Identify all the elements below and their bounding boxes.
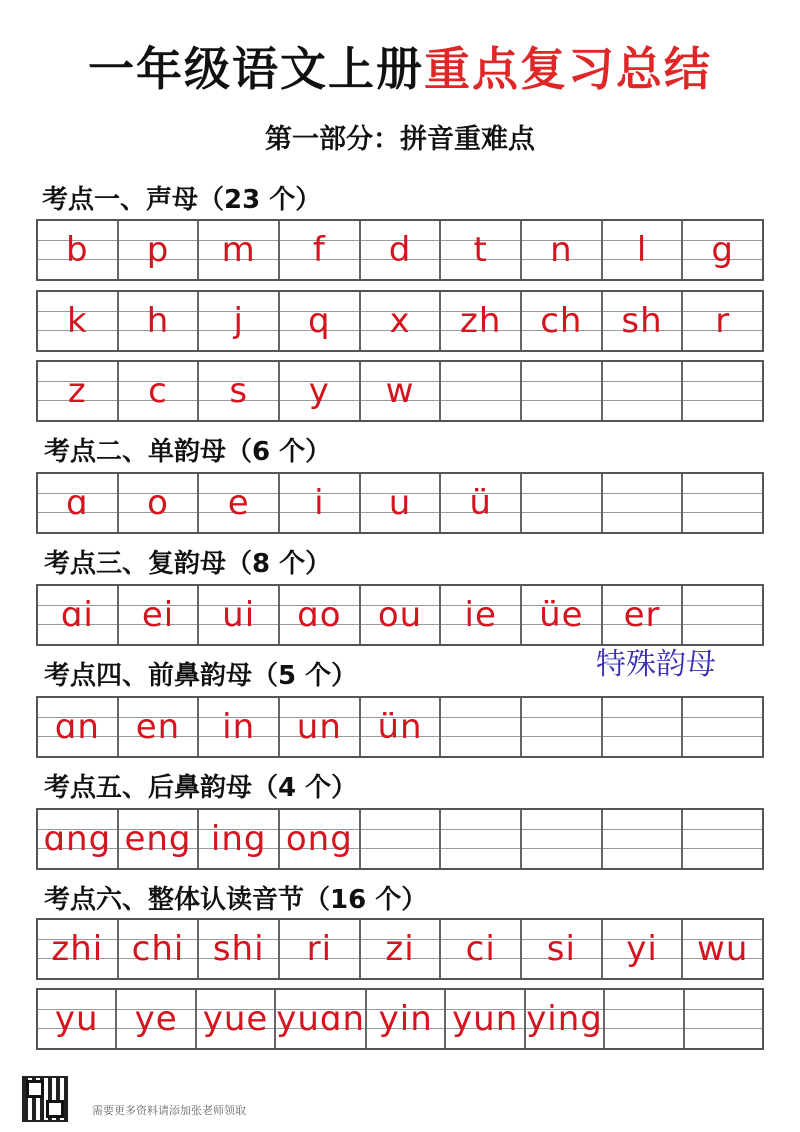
title-red-part: 重点复习总结: [424, 42, 712, 96]
grid-cell: [683, 474, 762, 532]
grid-cell: sh: [603, 292, 684, 350]
grid-cell: ci: [441, 920, 522, 978]
grid-cell: l: [603, 221, 684, 279]
grid-cell: ri: [280, 920, 361, 978]
grid-cell: s: [199, 362, 280, 420]
grid-cell: [683, 586, 762, 644]
grid-cell: c: [119, 362, 200, 420]
grid-cell: [605, 990, 684, 1048]
grid-cell: ing: [199, 810, 280, 868]
page-subtitle: 第一部分：拼音重难点: [265, 124, 535, 155]
grid-cell: [603, 362, 684, 420]
grid-cell: ɑo: [280, 586, 361, 644]
grid-cell: z: [38, 362, 119, 420]
grid-cell: h: [119, 292, 200, 350]
grid-cell: ui: [199, 586, 280, 644]
grid-cell: ch: [522, 292, 603, 350]
grid-cell: zh: [441, 292, 522, 350]
section-heading-back-nasal-finals: 考点五、后鼻韵母（4 个）: [44, 773, 358, 803]
grid-cell: si: [522, 920, 603, 978]
grid-cell: j: [199, 292, 280, 350]
grid-cell: t: [441, 221, 522, 279]
grid-cell: [683, 362, 762, 420]
grid-cell: ɑn: [38, 698, 119, 756]
writing-grid-row: [36, 472, 764, 534]
page-title: [0, 34, 800, 104]
grid-cell: üe: [522, 586, 603, 644]
grid-cell: yin: [367, 990, 446, 1048]
grid-cell: o: [119, 474, 200, 532]
writing-grid-row: [36, 988, 764, 1050]
writing-grid-row: [36, 360, 764, 422]
grid-cell: [685, 990, 762, 1048]
grid-cell: wu: [697, 929, 749, 969]
grid-cell: [441, 810, 522, 868]
grid-cell: ɑ: [38, 474, 119, 532]
grid-cell: [441, 362, 522, 420]
grid-cell: yuɑn: [276, 990, 367, 1048]
special-finals-note: 特殊韵母: [596, 647, 716, 682]
section-heading-front-nasal-finals: 考点四、前鼻韵母（5 个）: [44, 661, 358, 691]
grid-cell: yun: [446, 990, 525, 1048]
grid-cell: ün: [361, 698, 442, 756]
grid-cell: [441, 698, 522, 756]
grid-cell: y: [280, 362, 361, 420]
grid-cell: yi: [603, 920, 684, 978]
grid-cell: g: [711, 230, 734, 270]
grid-cell: ying: [526, 990, 605, 1048]
grid-cell: ei: [119, 586, 200, 644]
grid-cell: zhi: [38, 920, 119, 978]
grid-cell: [603, 810, 684, 868]
grid-cell: n: [522, 221, 603, 279]
grid-cell: [522, 810, 603, 868]
grid-cell: p: [119, 221, 200, 279]
grid-cell: zi: [361, 920, 442, 978]
grid-cell: ie: [441, 586, 522, 644]
section-heading-simple-finals: 考点二、单韵母（6 个）: [44, 437, 332, 467]
title-black-part: 一年级语文上册: [88, 42, 424, 96]
grid-cell: yu: [38, 990, 117, 1048]
grid-cell: shi: [199, 920, 280, 978]
qr-code-image: [22, 1076, 68, 1122]
section-heading-initials: 考点一、声母（23 个）: [42, 185, 322, 215]
grid-cell: yue: [197, 990, 276, 1048]
grid-cell: f: [280, 221, 361, 279]
writing-grid-row: [36, 808, 764, 870]
grid-cell: [522, 362, 603, 420]
grid-cell: d: [361, 221, 442, 279]
grid-cell: w: [361, 362, 442, 420]
grid-cell: [683, 698, 762, 756]
grid-cell: u: [361, 474, 442, 532]
grid-cell: ü: [441, 474, 522, 532]
grid-cell: un: [280, 698, 361, 756]
grid-cell: ong: [280, 810, 361, 868]
grid-cell: k: [38, 292, 119, 350]
grid-cell: x: [361, 292, 442, 350]
grid-cell: [361, 810, 442, 868]
grid-cell: r: [715, 301, 731, 341]
grid-cell: en: [119, 698, 200, 756]
writing-grid-row: [36, 696, 764, 758]
grid-cell: ou: [361, 586, 442, 644]
grid-cell: i: [280, 474, 361, 532]
grid-cell: eng: [119, 810, 200, 868]
grid-cell: e: [199, 474, 280, 532]
writing-grid-row: [36, 219, 764, 281]
footer-note: 需要更多资料请添加张老师领取: [92, 1104, 246, 1117]
grid-cell: chi: [119, 920, 200, 978]
grid-cell: [603, 474, 684, 532]
grid-cell: m: [199, 221, 280, 279]
grid-cell: [522, 698, 603, 756]
grid-cell: ye: [117, 990, 196, 1048]
grid-cell: [522, 474, 603, 532]
writing-grid-row: [36, 918, 764, 980]
writing-grid-row: [36, 584, 764, 646]
grid-cell: q: [280, 292, 361, 350]
section-heading-compound-finals: 考点三、复韵母（8 个）: [44, 549, 332, 579]
grid-cell: [683, 810, 762, 868]
grid-cell: ɑi: [38, 586, 119, 644]
grid-cell: ɑng: [38, 810, 119, 868]
writing-grid-row: [36, 290, 764, 352]
grid-cell: er: [603, 586, 684, 644]
section-heading-whole-syllables: 考点六、整体认读音节（16 个）: [44, 885, 428, 915]
grid-cell: in: [199, 698, 280, 756]
grid-cell: [603, 698, 684, 756]
grid-cell: b: [38, 221, 119, 279]
